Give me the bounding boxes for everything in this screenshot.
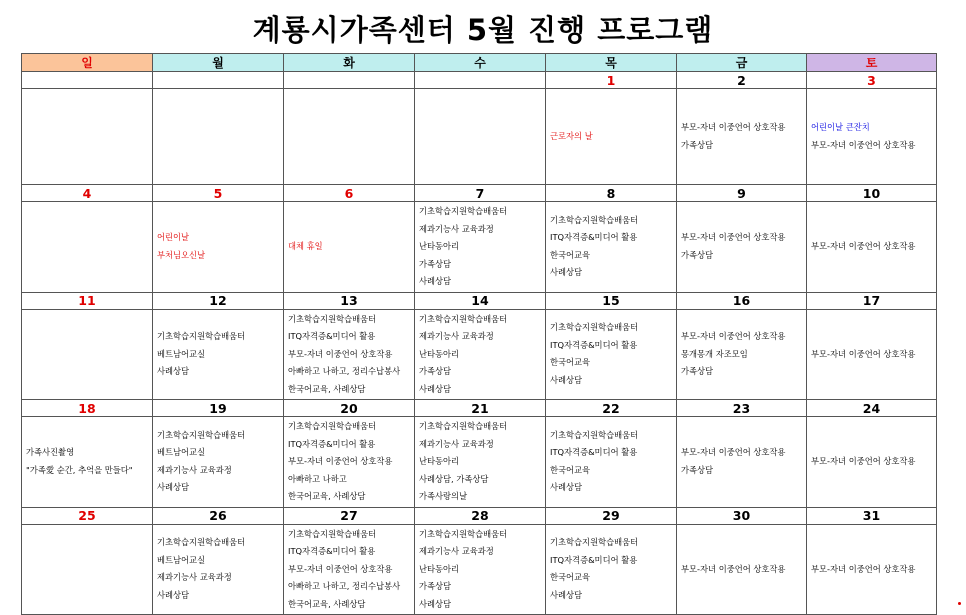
event-item: 난타동아리 (419, 563, 460, 574)
event-item: 기초학습지원학습배움터 (157, 537, 246, 548)
event-item: 사례상담 (550, 589, 583, 600)
day-number: 2 (677, 72, 807, 89)
event-item: 베트남어교실 (157, 554, 206, 565)
event-item: 사례상담, 가족상담 (419, 473, 489, 484)
event-item: 기초학습지원학습배움터 (288, 528, 377, 539)
day-number: 28 (415, 507, 546, 524)
calendar-table (21, 53, 937, 615)
day-number: 14 (415, 292, 546, 309)
weekday-thu: 목 (546, 54, 677, 72)
day-events-cell (807, 89, 937, 185)
event-item: 베트남어교실 (157, 348, 206, 359)
day-events-cell (807, 202, 937, 293)
event-item: 제과기능사 교육과정 (157, 572, 232, 583)
event-item: 어린이날 큰잔치 (811, 122, 870, 132)
day-number: 11 (22, 292, 153, 309)
event-item: 사례상담 (550, 267, 583, 278)
event-item: 기초학습지원학습배움터 (550, 429, 639, 440)
day-number (284, 72, 415, 89)
event-item: 난타동아리 (419, 348, 460, 359)
day-events-cell (807, 309, 937, 400)
event-item: 가족사랑의날 (419, 491, 468, 501)
event-item: 가족상담 (419, 258, 452, 269)
day-events-cell (153, 89, 284, 185)
event-item: 기초학습지원학습배움터 (419, 206, 508, 216)
event-item: ITQ자격증&미디어 활용 (550, 447, 638, 458)
day-events-cell (546, 202, 677, 293)
day-number: 26 (153, 507, 284, 524)
day-number: 4 (22, 185, 153, 202)
event-item: "가족愛 순간, 추억을 만들다" (26, 464, 133, 475)
day-events-cell (22, 309, 153, 400)
day-events-cell (22, 417, 153, 508)
day-events-cell (677, 202, 807, 293)
day-number: 15 (546, 292, 677, 309)
day-events-cell (153, 417, 284, 508)
event-item: 사례상담 (157, 589, 190, 600)
date-row (22, 292, 937, 309)
event-item: 부모-자녀 이중언어 상호작용 (811, 456, 916, 466)
day-number (153, 72, 284, 89)
event-item: 제과기능사 교육과정 (419, 331, 494, 341)
event-item: 가족상담 (681, 366, 714, 376)
event-item: ITQ자격증&미디어 활용 (550, 232, 638, 243)
day-number: 21 (415, 400, 546, 417)
event-item: 기초학습지원학습배움터 (550, 537, 639, 548)
event-item: 기초학습지원학습배움터 (419, 528, 508, 539)
event-item: 가족상담 (419, 366, 452, 376)
event-item: 몽개몽개 자조모임 (681, 348, 748, 359)
event-item: 가족상담 (419, 581, 452, 591)
event-item: ITQ자격증&미디어 활용 (288, 331, 376, 341)
day-events-cell (807, 417, 937, 508)
day-events-cell (284, 417, 415, 508)
events-row (22, 89, 937, 185)
event-item: ITQ자격증&미디어 활용 (288, 546, 376, 556)
event-item: 부모-자녀 이중언어 상호작용 (681, 331, 786, 341)
event-item: 사례상담 (550, 374, 583, 385)
day-events-cell (415, 202, 546, 293)
event-item: 부모-자녀 이중언어 상호작용 (288, 456, 393, 466)
event-item: ITQ자격증&미디어 활용 (550, 554, 638, 565)
event-item: 한국어교육, 사례상담 (288, 598, 366, 609)
events-row (22, 309, 937, 400)
event-item: 대체 휴일 (288, 241, 323, 251)
day-number: 5 (153, 185, 284, 202)
day-events-cell (284, 309, 415, 400)
event-item: 한국어교육 (550, 464, 591, 475)
day-events-cell (546, 524, 677, 615)
event-item: 한국어교육, 사례상담 (288, 491, 366, 501)
date-row (22, 400, 937, 417)
event-item: 부모-자녀 이중언어 상호작용 (681, 563, 786, 574)
day-events-cell (153, 202, 284, 293)
day-events-cell (415, 417, 546, 508)
day-events-cell (677, 309, 807, 400)
event-item: 아빠하고 나하고, 정리수납봉사 (288, 366, 401, 376)
day-number: 9 (677, 185, 807, 202)
event-item: 가족상담 (681, 249, 714, 260)
event-item: 한국어교육 (550, 249, 591, 260)
weekday-wed: 수 (415, 54, 546, 72)
day-number: 7 (415, 185, 546, 202)
event-item: 기초학습지원학습배움터 (550, 322, 639, 333)
day-events-cell (284, 202, 415, 293)
event-item: 난타동아리 (419, 456, 460, 466)
event-item: 기초학습지원학습배움터 (419, 313, 508, 324)
event-item: 부모-자녀 이중언어 상호작용 (811, 348, 916, 359)
event-item: 부처님오신날 (157, 249, 206, 260)
event-item: 사례상담 (419, 276, 452, 286)
day-number: 16 (677, 292, 807, 309)
day-events-cell (153, 309, 284, 400)
event-item: 한국어교육 (550, 572, 591, 583)
event-item: 어린이날 (157, 232, 190, 243)
day-events-cell (546, 89, 677, 185)
day-number: 10 (807, 185, 937, 202)
event-item: ITQ자격증&미디어 활용 (550, 339, 638, 350)
day-events-cell (807, 524, 937, 615)
day-number: 18 (22, 400, 153, 417)
date-row (22, 72, 937, 89)
event-item: 부모-자녀 이중언어 상호작용 (681, 232, 786, 243)
event-item: 부모-자녀 이중언어 상호작용 (811, 563, 916, 574)
day-number: 19 (153, 400, 284, 417)
day-number: 25 (22, 507, 153, 524)
day-events-cell (677, 89, 807, 185)
event-item: 부모-자녀 이중언어 상호작용 (811, 241, 916, 251)
date-row (22, 507, 937, 524)
day-number: 13 (284, 292, 415, 309)
day-number: 3 (807, 72, 937, 89)
event-item: 한국어교육, 사례상담 (288, 383, 366, 394)
event-item: 기초학습지원학습배움터 (157, 429, 246, 440)
day-events-cell (677, 524, 807, 615)
day-number: 1 (546, 72, 677, 89)
events-row (22, 202, 937, 293)
event-item: 부모-자녀 이중언어 상호작용 (288, 563, 393, 574)
event-item: 기초학습지원학습배움터 (157, 331, 246, 341)
event-item: 사례상담 (419, 383, 452, 394)
event-item: 부모-자녀 이중언어 상호작용 (681, 122, 786, 132)
corner-mark (958, 602, 961, 605)
day-events-cell (284, 89, 415, 185)
day-number: 27 (284, 507, 415, 524)
event-item: 가족상담 (681, 464, 714, 475)
event-item: 제과기능사 교육과정 (419, 223, 494, 234)
event-item: 기초학습지원학습배움터 (288, 313, 377, 324)
day-number (415, 72, 546, 89)
event-item: 기초학습지원학습배움터 (288, 421, 377, 431)
event-item: 사례상담 (157, 366, 190, 376)
event-item: 사례상담 (550, 482, 583, 493)
event-item: 가족사진촬영 (26, 447, 75, 458)
date-row (22, 185, 937, 202)
weekday-sun: 일 (22, 54, 153, 72)
day-number: 8 (546, 185, 677, 202)
day-events-cell (546, 417, 677, 508)
events-row (22, 524, 937, 615)
events-row (22, 417, 937, 508)
day-number: 20 (284, 400, 415, 417)
event-item: 근로자의 날 (550, 130, 593, 141)
day-events-cell (415, 89, 546, 185)
day-number: 24 (807, 400, 937, 417)
day-number: 22 (546, 400, 677, 417)
event-item: 부모-자녀 이중언어 상호작용 (811, 139, 916, 150)
day-events-cell (546, 309, 677, 400)
page-title: 계룡시가족센터 5월 진행 프로그램 (252, 13, 714, 47)
day-number: 17 (807, 292, 937, 309)
day-events-cell (22, 524, 153, 615)
weekday-mon: 월 (153, 54, 284, 72)
day-number (22, 72, 153, 89)
event-item: 부모-자녀 이중언어 상호작용 (288, 348, 393, 359)
day-events-cell (284, 524, 415, 615)
event-item: 제과기능사 교육과정 (419, 546, 494, 556)
day-events-cell (153, 524, 284, 615)
day-number: 6 (284, 185, 415, 202)
event-item: 기초학습지원학습배움터 (550, 214, 639, 225)
event-item: 제과기능사 교육과정 (419, 438, 494, 449)
event-item: 아빠하고 나하고 (288, 473, 347, 484)
weekday-sat: 토 (807, 54, 937, 72)
event-item: 부모-자녀 이중언어 상호작용 (681, 447, 786, 458)
day-events-cell (22, 89, 153, 185)
weekday-header-row (22, 54, 937, 72)
day-number: 31 (807, 507, 937, 524)
event-item: 사례상담 (157, 482, 190, 493)
event-item: 기초학습지원학습배움터 (419, 421, 508, 431)
event-item: 베트남어교실 (157, 447, 206, 458)
event-item: 사례상담 (419, 598, 452, 609)
event-item: ITQ자격증&미디어 활용 (288, 438, 376, 449)
weekday-fri: 금 (677, 54, 807, 72)
day-number: 23 (677, 400, 807, 417)
event-item: 제과기능사 교육과정 (157, 464, 232, 475)
event-item: 한국어교육 (550, 357, 591, 368)
day-events-cell (677, 417, 807, 508)
day-number: 30 (677, 507, 807, 524)
day-events-cell (415, 524, 546, 615)
weekday-tue: 화 (284, 54, 415, 72)
day-events-cell (22, 202, 153, 293)
event-item: 가족상담 (681, 139, 714, 150)
day-number: 29 (546, 507, 677, 524)
event-item: 난타동아리 (419, 241, 460, 251)
day-number: 12 (153, 292, 284, 309)
day-events-cell (415, 309, 546, 400)
event-item: 아빠하고 나하고, 정리수납봉사 (288, 581, 401, 591)
